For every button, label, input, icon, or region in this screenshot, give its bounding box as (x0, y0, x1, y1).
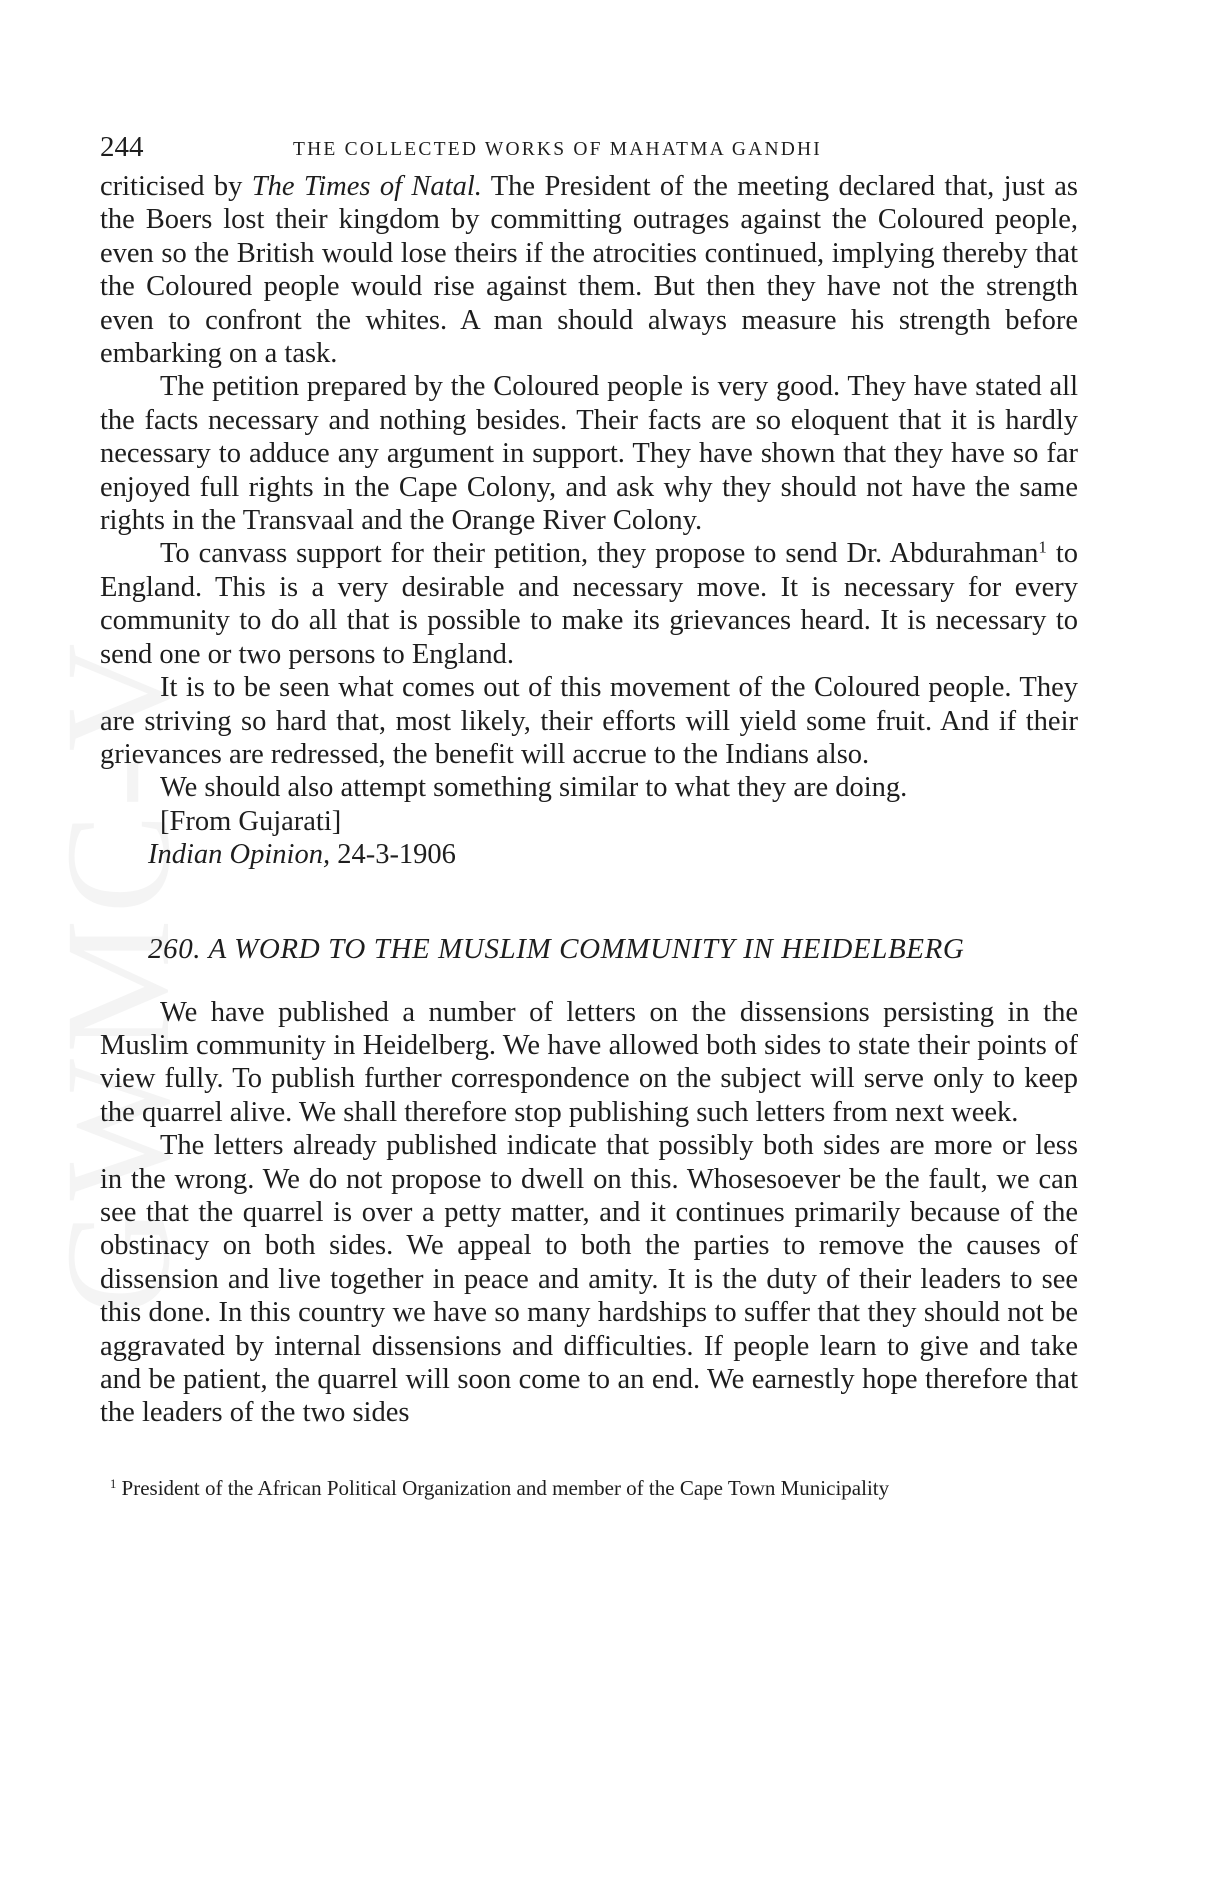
paragraph: It is to be seen what comes out of this movement of the Coloured people. They are striving so hard that, most likely, their efforts will yield some fruit. And if their grievances are redressed, the benefit will accrue to the Indians also. (100, 672, 1078, 770)
paragraph-text: criticised by (100, 171, 252, 202)
page-number: 244 (100, 131, 144, 163)
paragraph-text: to England. This is a very desirable and necessary move. It is necessary for every community to do all that is possible to make its grievances heard. It is necessary to send one or two persons to England. (100, 538, 1078, 670)
article-body (100, 996, 1078, 1430)
paragraph-text: The President of the meeting declared that, just as the Boers lost their kingdom by committing outrages against the Coloured people, even so the British would lose theirs if the atrocities continued, implying thereby that the Coloured people would rise against them. But then they have not the strength even to confront the whites. A man should always measure his strength before embarking on a task. (100, 171, 1078, 370)
paragraph: We should also attempt something similar to what they are doing. (160, 772, 908, 804)
footnote (100, 1474, 1078, 1503)
source-citation (148, 838, 1078, 871)
running-title: THE COLLECTED WORKS OF MAHATMA GANDHI (293, 139, 822, 160)
page (100, 130, 1078, 1503)
article-continued (100, 170, 1078, 805)
citation-date: 24-3-1906 (330, 839, 456, 871)
paragraph-text: To canvass support for their petition, they propose to send Dr. Abdurahman (160, 538, 1039, 570)
footnote-mark: 1 (110, 1476, 117, 1491)
paragraph: The letters already published indicate that possibly both sides are more or less in the wrong. We do not propose to dwell on this. Whosesoever be the fault, we can see that the quarrel is over a petty matter, and it continues primarily because of the obstinacy on both sides. We appeal to both the parties to remove the causes of dissension and live together in peace and amity. It is the duty of their leaders to see this done. In this country we have so many hardships to suffer that they should not be aggravated by internal dissensions and difficulties. If people learn to give and take and be patient, the quarrel will soon come to an end. We earnestly hope therefore that the leaders of the two sides (100, 1130, 1078, 1429)
paragraph: The petition prepared by the Coloured people is very good. They have stated all the facts necessary and nothing besides. Their facts are so eloquent that it is hardly necessary to adduce any argument in support. They have shown that they have so far enjoyed full rights in the Cape Colony, and ask why they should not have the same rights in the Transvaal and the Orange River Colony. (100, 371, 1078, 537)
newspaper-title: The Times of Natal. (251, 171, 482, 202)
paragraph (100, 537, 1078, 671)
footnote-text: President of the African Political Organization and member of the Cape Town Municipality (116, 1475, 890, 1500)
paragraph: We have published a number of letters on the dissensions persisting in the Muslim community in Heidelberg. We have allowed both sides to state their points of view fully. To publish further correspondence on the subject will serve only to keep the quarrel alive. We shall therefore stop publishing such letters from next week. (100, 996, 1078, 1128)
source-note: [From Gujarati] (160, 805, 342, 837)
running-header (100, 130, 1078, 170)
section-heading: 260. A WORD TO THE MUSLIM COMMUNITY IN HEIDELBERG (148, 932, 965, 965)
citation-publication: Indian Opinion, (148, 839, 331, 871)
footnote-reference: 1 (1038, 538, 1047, 558)
paragraph (100, 170, 1078, 370)
